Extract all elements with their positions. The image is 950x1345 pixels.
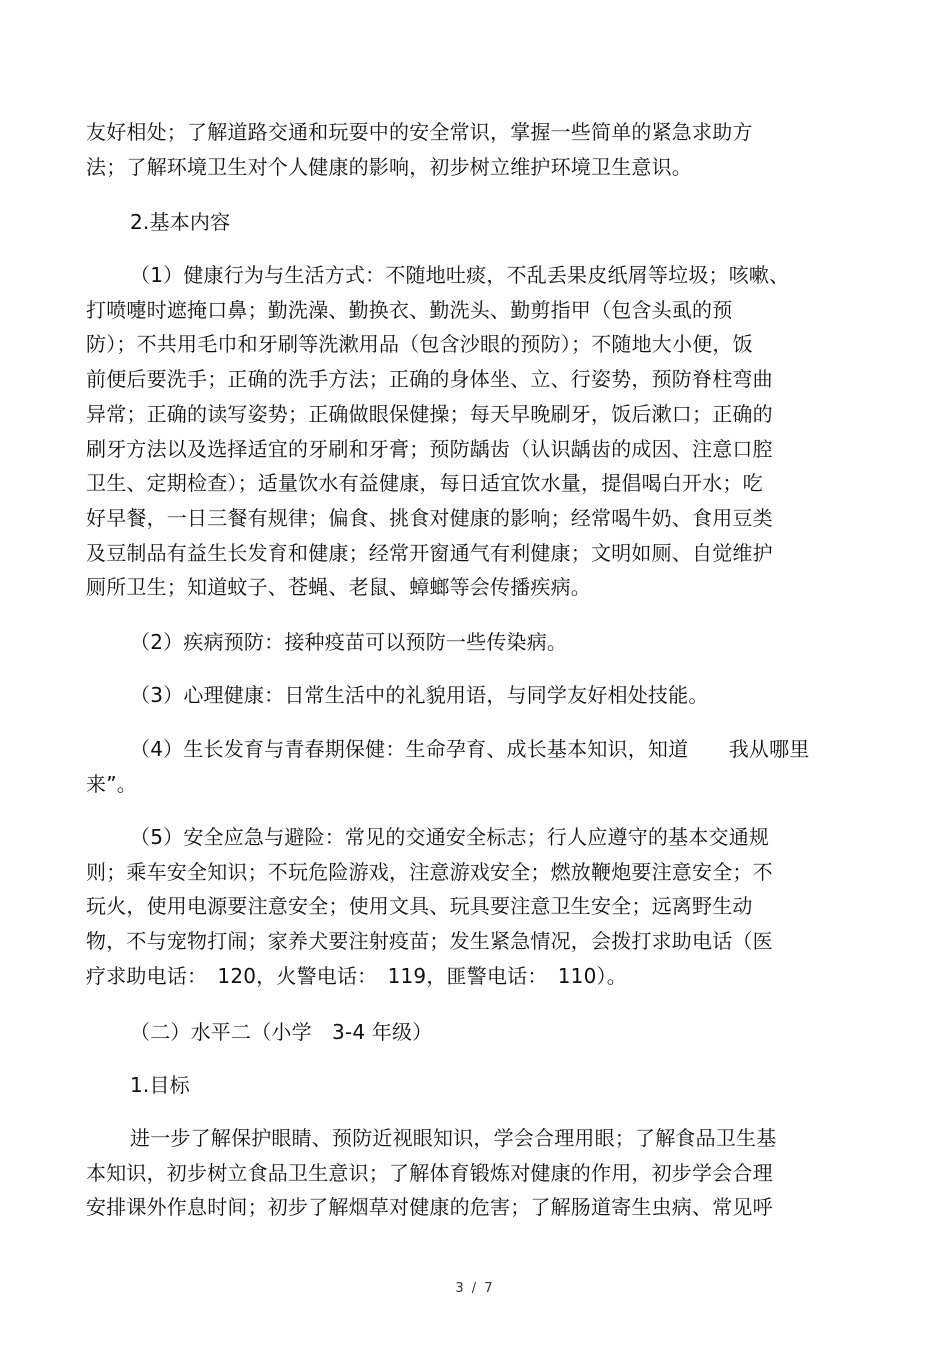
text-line: 卫生、定期检查）；适量饮水有益健康，每日适宜饮水量，提倡喝白开水；吃 <box>86 471 763 496</box>
paragraph-safety-emergency <box>86 820 802 994</box>
text-line: 打喷嚏时遮掩口鼻；勤洗澡、勤换衣、勤洗头、勤剪指甲（包含头虱的预 <box>86 297 733 322</box>
text-line: 好早餐，一日三餐有规律；偏食、挑食对健康的影响；经常喝牛奶、食用豆类 <box>86 505 773 530</box>
paragraph-level-two-goal <box>86 1121 802 1225</box>
heading-text: （二）水平二（小学 3-4 年级） <box>130 1020 433 1044</box>
text-line: 疗求助电话： 120，火警电话： 119，匪警电话： 110）。 <box>86 963 627 988</box>
paragraph-goal-continued <box>86 115 802 184</box>
heading-text: 1.目标 <box>130 1073 190 1097</box>
paragraph-growth-development <box>86 732 810 801</box>
paragraph-mental-health <box>86 678 802 713</box>
text-line: （2）疾病预防：接种疫苗可以预防一些传染病。 <box>130 630 568 654</box>
heading-text: 2.基本内容 <box>130 210 231 234</box>
text-line: 友好相处；了解道路交通和玩耍中的安全常识，掌握一些简单的紧急求助方 <box>86 120 753 144</box>
text-line: 防）；不共用毛巾和牙刷等洗漱用品（包含沙眼的预防）；不随地大小便，饭 <box>86 332 753 357</box>
text-line: 物，不与宠物打闹；家养犬要注射疫苗；发生紧急情况，会拨打求助电话（医 <box>86 929 773 954</box>
paragraph-health-behavior <box>86 258 802 605</box>
text-line: 前便后要洗手；正确的洗手方法；正确的身体坐、立、行姿势，预防脊柱弯曲 <box>86 367 773 392</box>
text-line: 刷牙方法以及选择适宜的牙刷和牙膏；预防龋齿（认识龋齿的成因、注意口腔 <box>86 436 773 461</box>
text-line: 厕所卫生；知道蚊子、苍蝇、老鼠、蟑螂等会传播疾病。 <box>86 575 591 600</box>
text-line: 及豆制品有益生长发育和健康；经常开窗通气有利健康；文明如厕、自觉维护 <box>86 540 773 565</box>
paragraph-disease-prevention <box>86 625 802 660</box>
text-line: 则；乘车安全知识；不玩危险游戏，注意游戏安全；燃放鞭炮要注意安全；不 <box>86 859 773 884</box>
text-line: 玩火，使用电源要注意安全；使用文具、玩具要注意卫生安全；远离野生动 <box>86 894 753 919</box>
text-line: （4）生长发育与青春期保健：生命孕育、成长基本知识，知道 我从哪里 <box>130 737 810 761</box>
section-heading-goal <box>86 1068 802 1103</box>
text-line: （1）健康行为与生活方式：不随地吐痰，不乱丢果皮纸屑等垃圾；咳嗽、 <box>130 263 790 287</box>
text-line: 异常；正确的读写姿势；正确做眼保健操；每天早晚刷牙，饭后漱口；正确的 <box>86 401 773 426</box>
text-line: 进一步了解保护眼睛、预防近视眼知识，学会合理用眼；了解食品卫生基 <box>130 1126 777 1150</box>
text-line: 安排课外作息时间；初步了解烟草对健康的危害；了解肠道寄生虫病、常见呼 <box>86 1195 773 1220</box>
page-number: 3 / 7 <box>455 1281 495 1296</box>
text-line: 本知识，初步树立食品卫生意识；了解体育锻炼对健康的作用，初步学会合理 <box>86 1160 773 1185</box>
text-line: 法；了解环境卫生对个人健康的影响，初步树立维护环境卫生意识。 <box>86 154 692 179</box>
text-line: 来”。 <box>86 771 137 796</box>
section-heading-level-two <box>86 1015 802 1050</box>
text-line: （3）心理健康：日常生活中的礼貌用语，与同学友好相处技能。 <box>130 683 709 707</box>
text-line: （5）安全应急与避险：常见的交通安全标志；行人应遵守的基本交通规 <box>130 825 770 849</box>
section-heading-basic-content <box>86 205 802 240</box>
